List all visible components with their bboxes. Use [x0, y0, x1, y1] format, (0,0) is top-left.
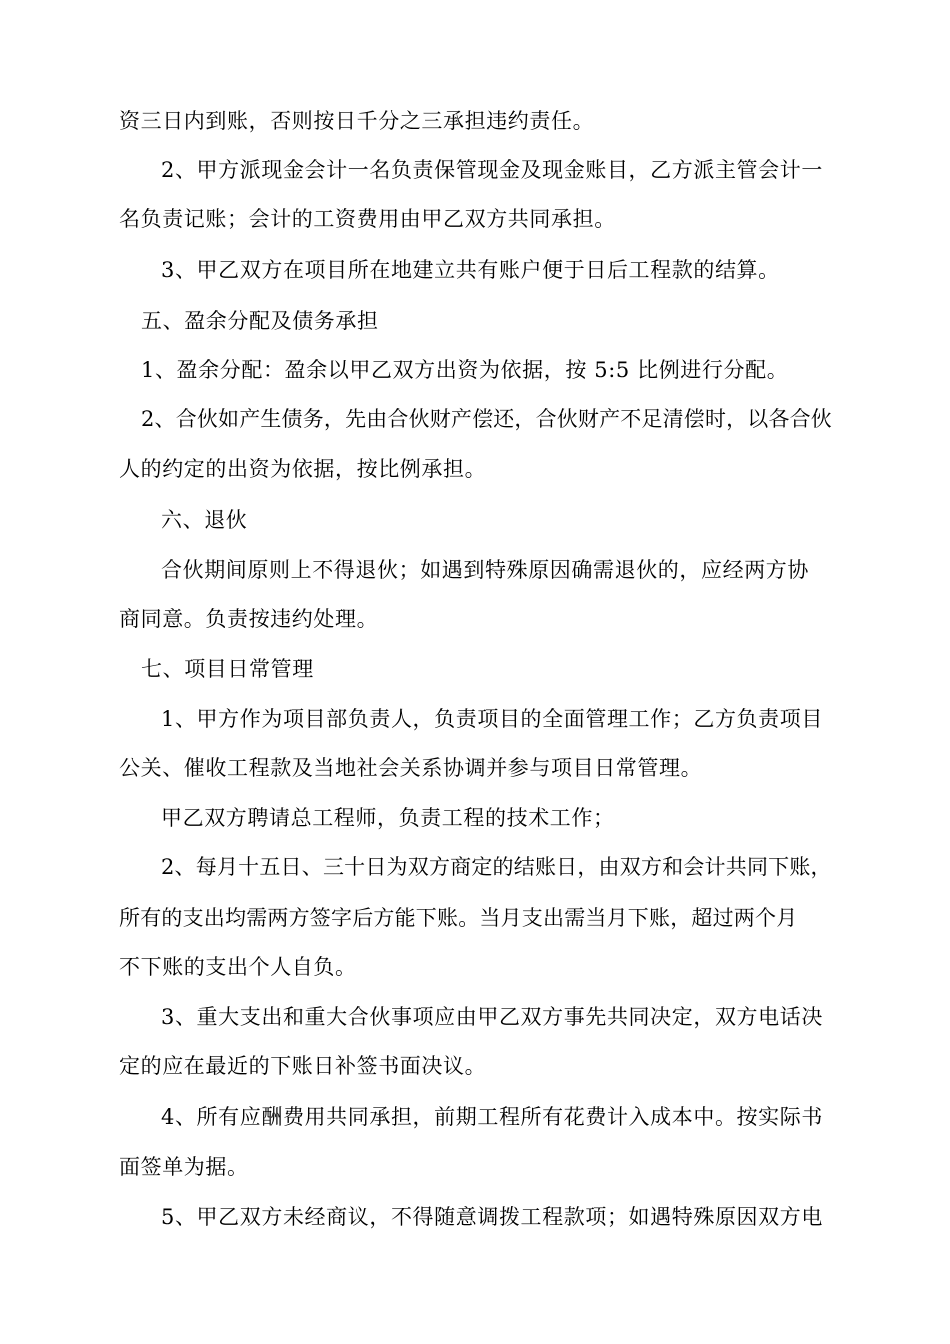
text-line: 3、重大支出和重大合伙事项应由甲乙双方事先共同决定，双方电话决 — [161, 1005, 823, 1029]
text-line: 所有的支出均需两方签字后方能下账。当月支出需当月下账，超过两个月 — [119, 906, 798, 930]
text-line: 4、所有应酬费用共同承担，前期工程所有花费计入成本中。按实际书 — [161, 1105, 823, 1129]
text-line: 2、甲方派现金会计一名负责保管现金及现金账目，乙方派主管会计一 — [161, 158, 823, 182]
section-heading: 六、退伙 — [161, 508, 248, 532]
text-line: 1、盈余分配：盈余以甲乙双方出资为依据，按 5:5 比例进行分配。 — [141, 358, 789, 382]
text-line: 甲乙双方聘请总工程师，负责工程的技术工作； — [161, 806, 615, 830]
text-line: 面签单为据。 — [119, 1155, 249, 1179]
section-heading: 五、盈余分配及债务承担 — [141, 309, 379, 333]
text-line: 合伙期间原则上不得退伙；如遇到特殊原因确需退伙的，应经两方协 — [161, 558, 809, 582]
text-line: 3、甲乙双方在项目所在地建立共有账户便于日后工程款的结算。 — [161, 258, 780, 282]
text-line: 2、合伙如产生债务，先由合伙财产偿还，合伙财产不足清偿时，以各合伙 — [141, 407, 832, 431]
text-line: 1、甲方作为项目部负责人，负责项目的全面管理工作；乙方负责项目 — [161, 707, 823, 731]
text-line: 名负责记账；会计的工资费用由甲乙双方共同承担。 — [119, 207, 616, 231]
text-line: 2、每月十五日、三十日为双方商定的结账日，由双方和会计共同下账， — [161, 855, 832, 879]
text-line: 商同意。负责按违约处理。 — [119, 607, 379, 631]
text-line: 不下账的支出个人自负。 — [119, 955, 357, 979]
text-line: 定的应在最近的下账日补签书面决议。 — [119, 1054, 487, 1078]
section-heading: 七、项目日常管理 — [141, 657, 314, 681]
text-line: 公关、催收工程款及当地社会关系协调并参与项目日常管理。 — [119, 756, 703, 780]
text-line: 5、甲乙双方未经商议，不得随意调拨工程款项；如遇特殊原因双方电 — [161, 1205, 823, 1229]
text-line: 资三日内到账，否则按日千分之三承担违约责任。 — [119, 109, 595, 133]
text-line: 人的约定的出资为依据，按比例承担。 — [119, 457, 487, 481]
